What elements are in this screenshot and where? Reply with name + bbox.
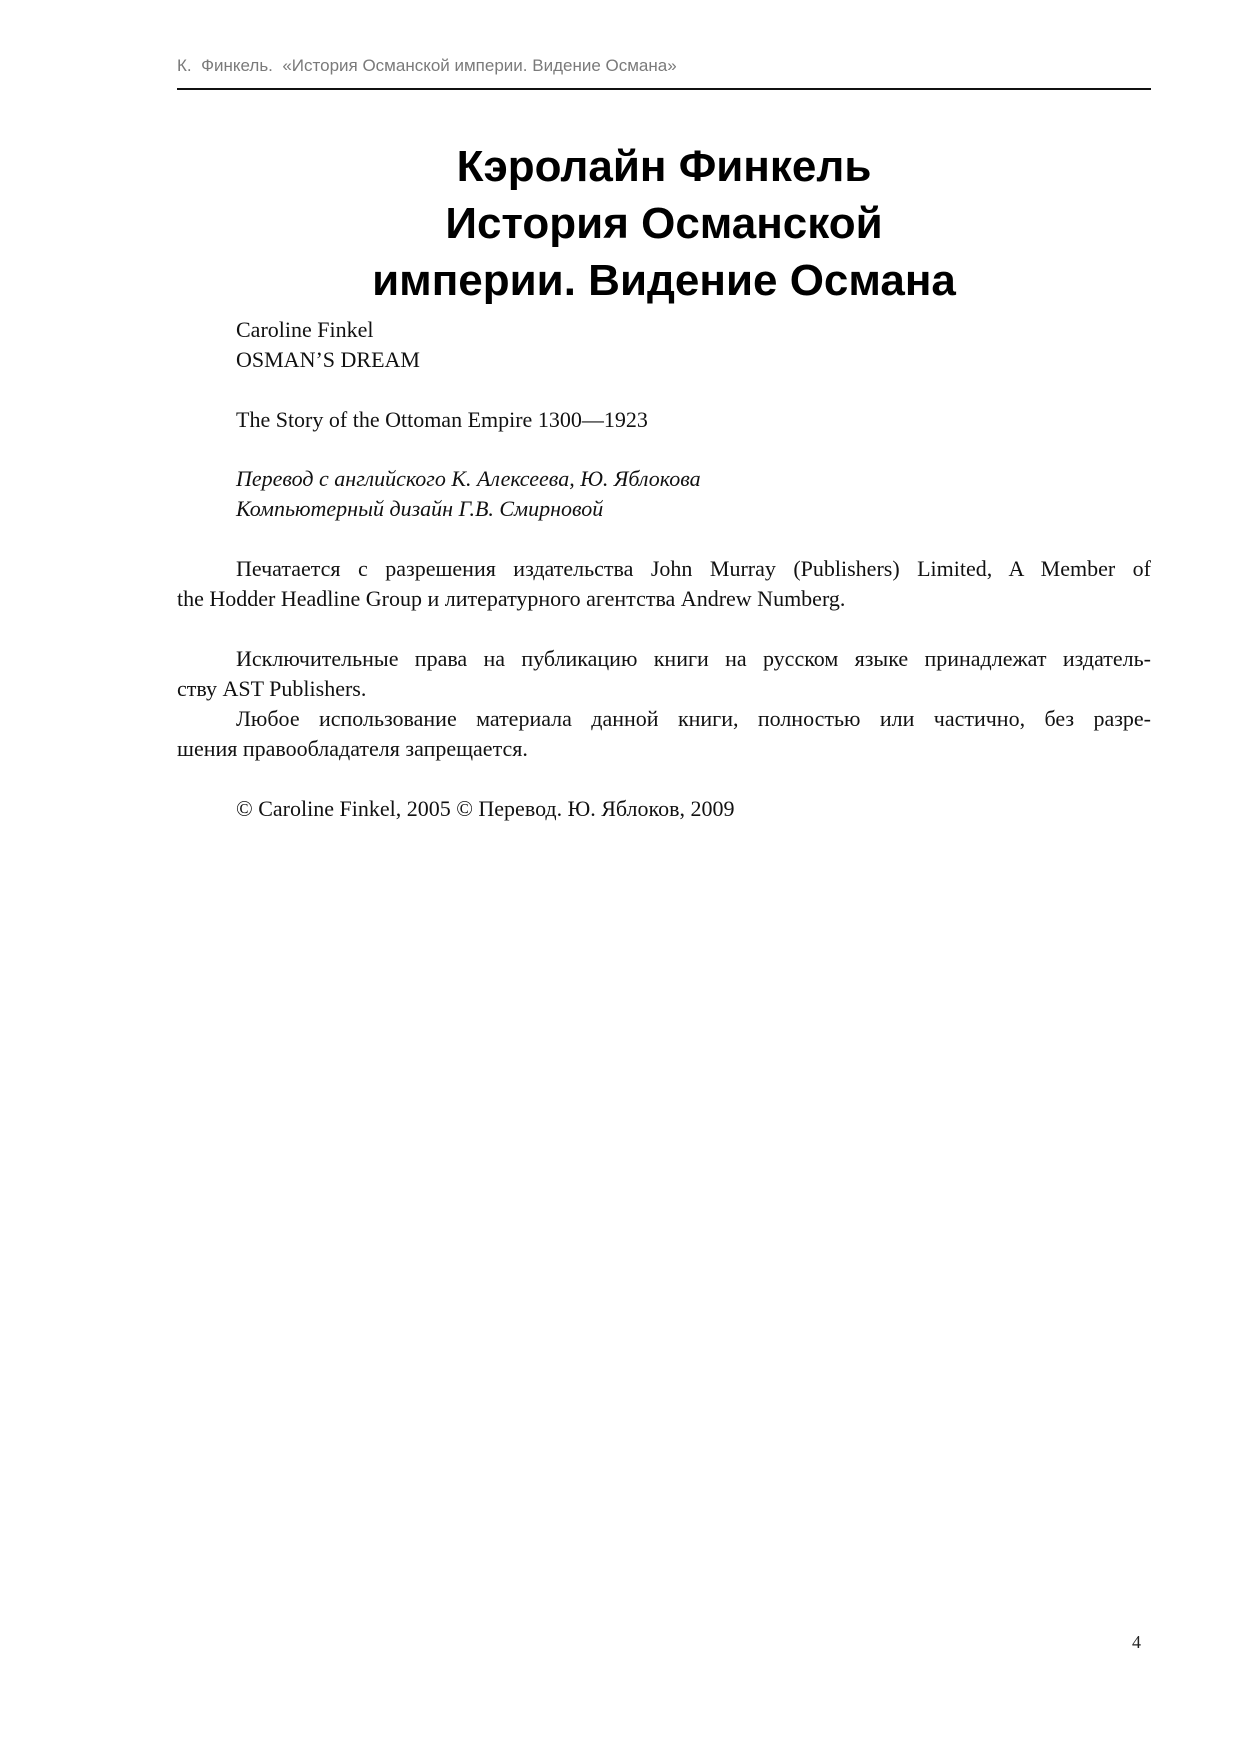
- translation-credit: Перевод с английского К. Алексеева, Ю. Яблокова: [236, 466, 701, 491]
- prohibition-line-2: шения правообладателя запрещается.: [177, 736, 528, 761]
- title-line-2: империи. Видение Османа: [372, 256, 956, 305]
- prohibition-line-1: Любое использование материала данной книги, полностью или частично, без разре-: [236, 706, 1151, 731]
- original-title: OSMAN’S DREAM: [236, 347, 420, 372]
- permission-line-1: Печатается с разрешения издательства John Murray (Publishers) Limited, A Member of: [236, 556, 1151, 581]
- permission-line-2: the Hodder Headline Group и литературного агентства Andrew Numberg.: [177, 586, 846, 611]
- rights-line-2: ству AST Publishers.: [177, 676, 367, 701]
- page-number: 4: [1132, 1632, 1141, 1652]
- running-header: К. Финкель. «История Османской империи. Видение Османа»: [177, 56, 677, 75]
- original-subtitle: The Story of the Ottoman Empire 1300—1923: [236, 407, 648, 432]
- rights-line-1: Исключительные права на публикацию книги на русском языке принадлежат издатель-: [236, 646, 1151, 671]
- title-line-1: История Османской: [445, 199, 883, 248]
- design-credit: Компьютерный дизайн Г.В. Смирновой: [236, 496, 604, 521]
- book-title: [177, 138, 1151, 309]
- title-line-author: Кэролайн Финкель: [456, 142, 872, 191]
- copyright-line: © Caroline Finkel, 2005 © Перевод. Ю. Яблоков, 2009: [236, 796, 735, 821]
- original-author: Caroline Finkel: [236, 317, 374, 342]
- header-rule: [177, 88, 1151, 90]
